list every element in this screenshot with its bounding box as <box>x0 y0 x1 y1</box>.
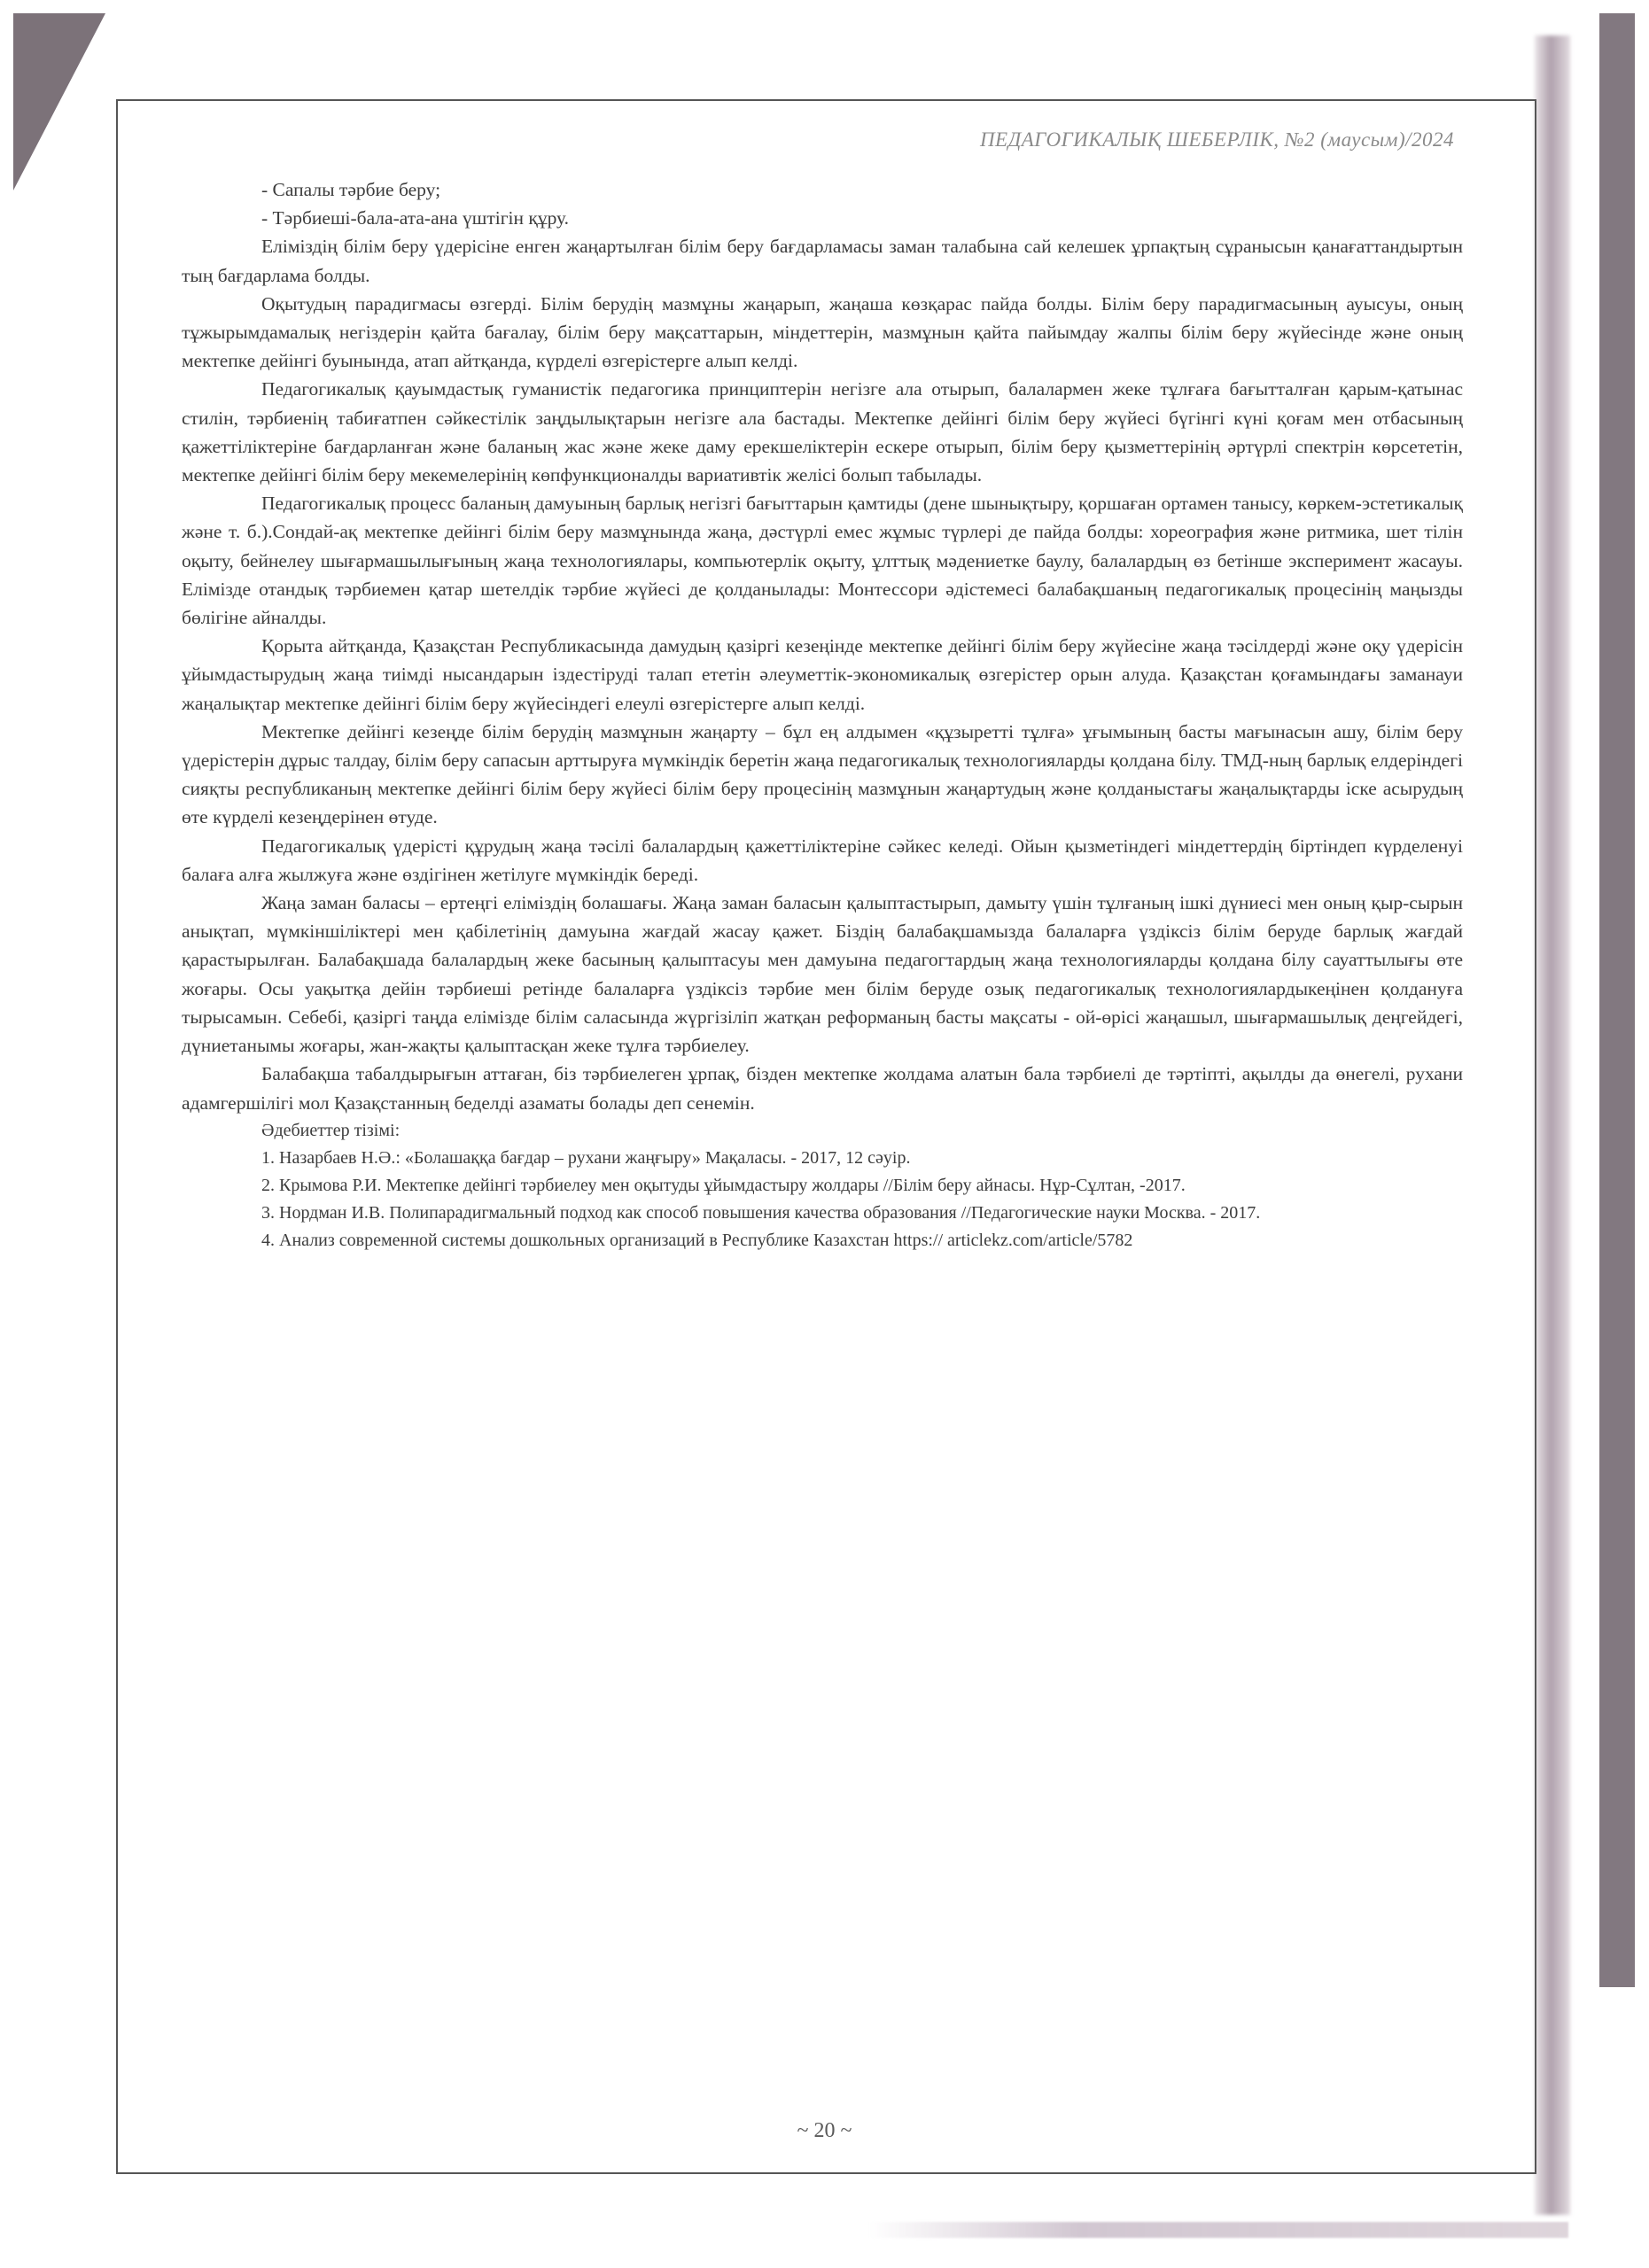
article-body <box>182 175 1463 1254</box>
reference-item: 4. Анализ современной системы дошкольных организаций в Республике Казахстан https:// articlekz.com/article/5782 <box>261 1230 1133 1250</box>
paragraph: Қорыта айтқанда, Қазақстан Республикасында дамудың қазіргі кезеңінде мектепке дейінгі білім беру жүйесіне жаңа тәсілдерді және оқу үдерісін ұйымдастырудың жаңа тиімді нысандарын іздестіруді талап ететін әлеуметтік-экономикалық өзгерістер орын алуда. Қазақстан қоғамындағы заманауи жаңалықтар мектепке дейінгі білім беру жүйесіндегі елеулі өзгерістерге алып келді. <box>182 635 1463 714</box>
page-number: ~ 20 ~ <box>797 2119 852 2142</box>
paragraph: Жаңа заман баласы – ертеңгі еліміздің болашағы. Жаңа заман баласын қалыптастырып, дамыту үшін тұлғаның ішкі дүниесі мен оның қыр-сырын анықтап, мүмкіншіліктері мен қабілетінің дамуына жағдай жасау қажет. Біздің балабақшамызда балаларға үздіксіз білім беруде барлық жағдай қарастырылған. Балабақшада балалардың жеке басының қалыптасуы мен дамуына педагогтардың жаңа технологияларды қолдана білу сауаттылығы өте жоғары. Осы уақытқа дейін тәрбиеші ретінде балаларға үздіксіз тәрбие мен білім беруде озық педагогикалық технологиялардыкеңінен қолдануға тырысамын. Себебі, қазіргі таңда елімізде білім саласында жүргізіліп жатқан реформаның басты мақсаты - ой-өрісі жаңашыл, шығармашылық деңгейдегі, дүниетанымы жоғары, жан-жақты қалыптасқан жеке тұлға тәрбиелеу. <box>182 892 1463 1057</box>
paragraph: Мектепке дейінгі кезеңде білім берудің мазмұнын жаңарту – бұл ең алдымен «құзыретті тұлға» ұғымының басты мағынасын ашу, білім беру үдерістерін дұрыс талдау, білім беру сапасын арттыруға мүмкіндік беретін жаңа педагогикалық технологияларды қолдана білу. ТМД-ның барлық елдеріндегі сияқты республиканың мектепке дейінгі білім беру жүйесі білім беру процесінің мазмұнын жаңартудың және қолданыстағы жаңалықтарды іске асырудың өте күрделі кезеңдерінен өтуде. <box>182 720 1463 828</box>
bullet-item: - Сапалы тәрбие беру; <box>261 179 441 200</box>
reference-item: 3. Нордман И.В. Полипарадигмальный подход как способ повышения качества образования //Педагогические науки Москва. - 2017. <box>261 1202 1261 1223</box>
references-title: Әдебиеттер тізімі: <box>261 1120 401 1140</box>
reference-item: 1. Назарбаев Н.Ә.: «Болашаққа бағдар – рухани жаңғыру» Мақаласы. - 2017, 12 сәуір. <box>261 1147 911 1168</box>
paragraph: Педагогикалық процесс баланың дамуының барлық негізгі бағыттарын қамтиды (дене шынықтыру, қоршаған ортамен танысу, көркем-эстетикалық және т. б.).Сондай-ақ мектепке дейінгі білім беру мазмұнында жаңа, дәстүрлі емес жұмыс түрлері де пайда болды: хореография және ритмика, шет тілін оқыту, бейнелеу шығармашылығының жаңа технологиялары, компьютерлік оқыту, ұлттық мәдениетке баулу, балалардың өз бетінше эксперимент жасауы. Елімізде отандық тәрбиемен қатар шетелдік тәрбие жүйесі де қолданылады: Монтессори әдістемесі балабақшаның педагогикалық процесінің маңызды бөлігіне айналды. <box>182 493 1463 629</box>
scan-spine-shadow <box>1535 35 1570 2215</box>
scan-corner-shadow <box>13 13 105 190</box>
paragraph: Педагогикалық қауымдастық гуманистік педагогика принциптерін негізге ала отырып, балалармен жеке тұлғаға бағытталған қарым-қатынас стилін, тәрбиенің табиғатпен сәйкестілік заңдылықтарын негізге ала бастады. Мектепке дейінгі білім беру жүйесі бүгінгі күні қоғам мен отбасының қажеттіліктеріне бағдарланған және баланың жас және жеке даму ерекшеліктерін ескере отырып, білім беру қызметтерінің әртүрлі спектрін көрсететін, мектепке дейінгі білім беру мекемелерінің көпфункционалды вариативтік желісі болып табылады. <box>182 378 1463 486</box>
paragraph: Балабақша табалдырығын аттаған, біз тәрбиелеген ұрпақ, бізден мектепке жолдама алатын бала тәрбиелі де тәртіпті, ақылды да өнегелі, рухани адамгершілігі мол Қазақстанның беделді азаматы болады деп сенемін. <box>182 1063 1463 1114</box>
running-header: ПЕДАГОГИКАЛЫҚ ШЕБЕРЛІК, №2 (маусым)/2024 <box>979 128 1454 151</box>
reference-item: 2. Крымова Р.И. Мектепке дейінгі тәрбиелеу мен оқытуды ұйымдастыру жолдары //Білім беру айнасы. Нұр-Сұлтан, -2017. <box>261 1175 1186 1195</box>
paragraph: Педагогикалық үдерісті құрудың жаңа тәсілі балалардың қажеттіліктеріне сәйкес келеді. Ойын қызметіндегі міндеттердің біртіндеп күрделенуі балаға алға жылжуға және өздігінен жетілуге мүмкіндік береді. <box>182 835 1463 885</box>
paragraph: Еліміздің білім беру үдерісіне енген жаңартылған білім беру бағдарламасы заман талабына сай келешек ұрпақтың сұранысын қанағаттандыртын тың бағдарлама болды. <box>182 236 1463 286</box>
references-section <box>182 1117 1463 1254</box>
scan-edge-right <box>1599 13 1635 1987</box>
paragraph: Оқытудың парадигмасы өзгерді. Білім берудің мазмұны жаңарып, жаңаша көзқарас пайда болды. Білім беру парадигмасының ауысуы, оның тұжырымдамалық негіздерін қайта бағалау, білім беру мақсаттарын, міндеттерін, мазмұнын қайта пайымдау жалпы білім беру жүйесінде және оның мектепке дейінгі буынында, атап айтқанда, күрделі өзгерістерге алып келді. <box>182 292 1463 372</box>
bullet-item: - Тәрбиеші-бала-ата-ана үштігін құру. <box>261 207 570 229</box>
scan-bottom-shadow <box>868 2222 1568 2238</box>
